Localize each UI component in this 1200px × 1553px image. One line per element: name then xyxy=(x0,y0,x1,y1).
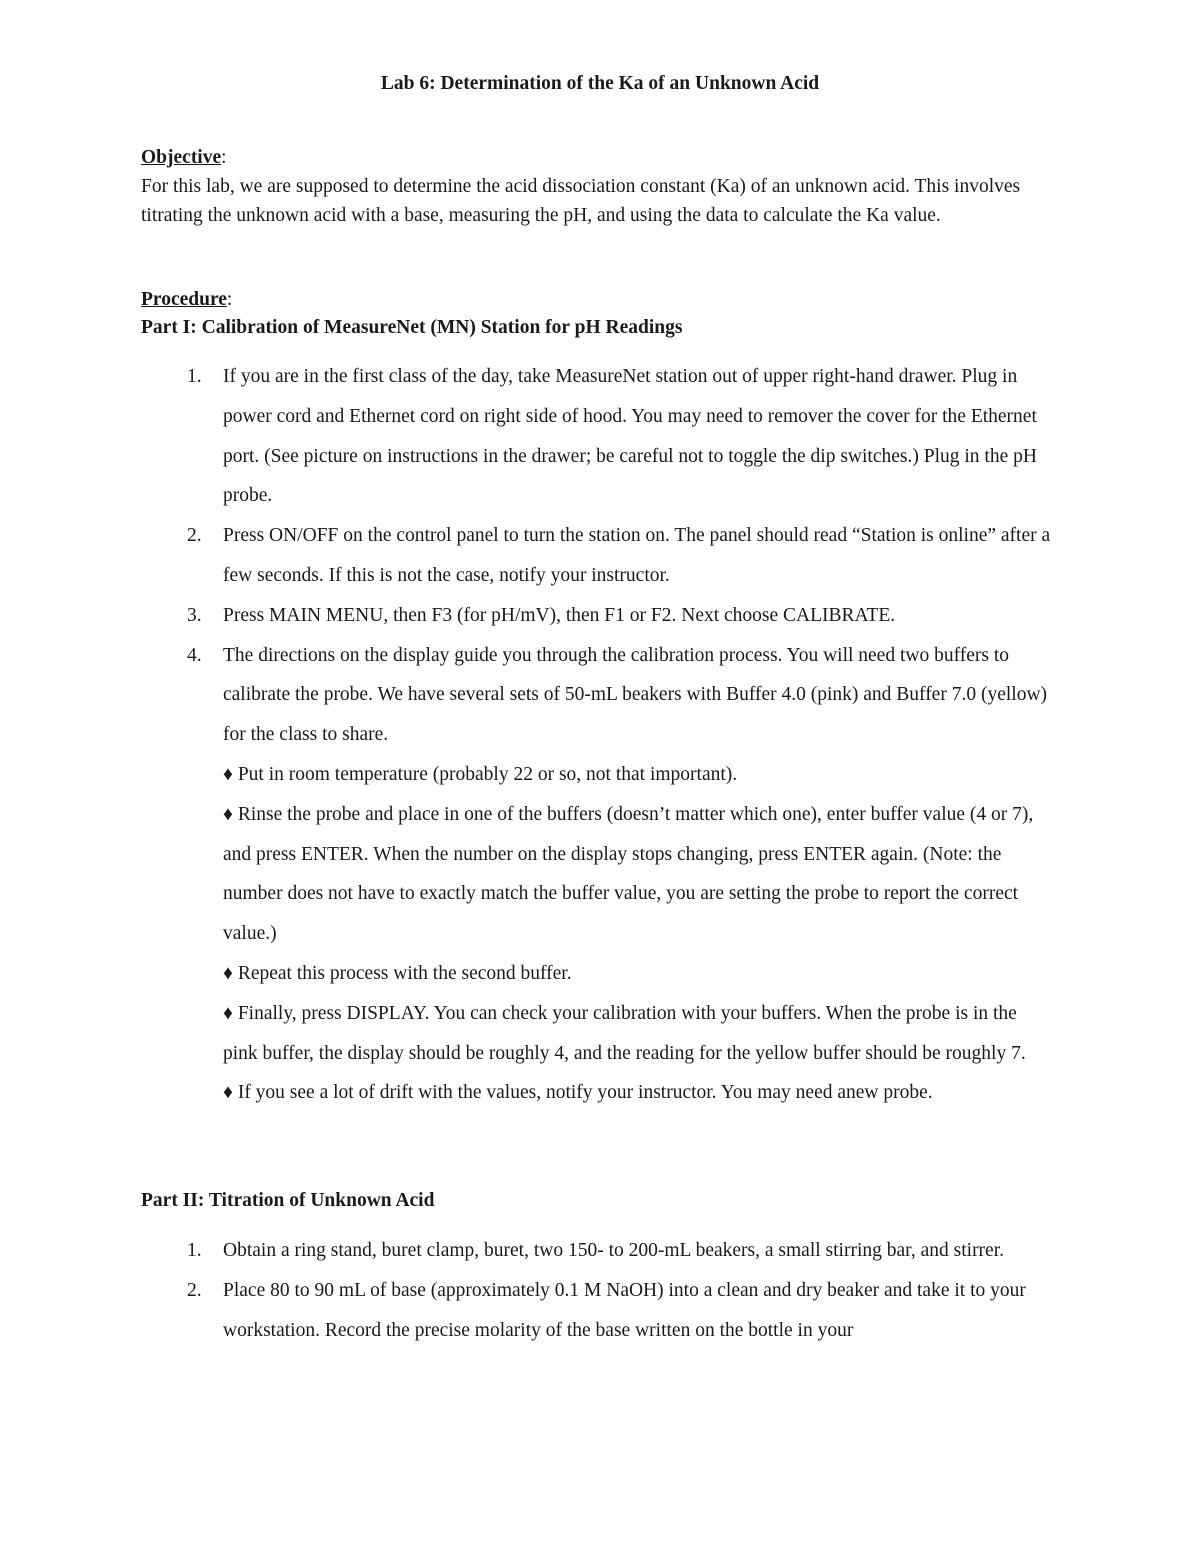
bullet-item: ♦ If you see a lot of drift with the values, notify your instructor. You may need anew probe. xyxy=(223,1082,933,1104)
procedure-heading-line xyxy=(141,285,1056,314)
bullet-item: ♦ Repeat this process with the second buffer. xyxy=(223,962,572,984)
procedure-colon: : xyxy=(226,289,233,310)
list-item xyxy=(141,357,1056,516)
procedure-heading: Procedure xyxy=(141,289,227,310)
list-item xyxy=(141,1271,1056,1351)
objective-section xyxy=(141,143,1056,230)
objective-text: For this lab, we are supposed to determine the acid dissociation constant (Ka) of an unknown acid. This involves titrating the unknown acid with a base, measuring the pH, and using the data to calculate the Ka value. xyxy=(141,176,1021,226)
procedure-section xyxy=(141,285,1056,342)
step-number: 2. xyxy=(187,525,202,547)
list-item xyxy=(141,596,1056,636)
part2-section xyxy=(141,1187,1056,1215)
document-title: Lab 6: Determination of the Ka of an Unknown Acid xyxy=(380,73,820,94)
list-item xyxy=(141,516,1056,596)
part2-steps xyxy=(141,1231,1056,1350)
step-text: Obtain a ring stand, buret clamp, buret, two 150- to 200-mL beakers, a small stirring bar, and stirrer. xyxy=(223,1240,1004,1261)
list-item xyxy=(141,636,1056,1114)
part1-steps xyxy=(141,357,1056,1113)
part1-heading: Part I: Calibration of MeasureNet (MN) Station for pH Readings xyxy=(141,317,683,338)
bullet-item: ♦ Put in room temperature (probably 22 or so, not that important). xyxy=(223,763,738,785)
step-text: The directions on the display guide you through the calibration process. You will need two buffers to calibrate the probe. We have several sets of 50-mL beakers with Buffer 4.0 (pink) and Buffer 7.0 (yellow) for the class to share. xyxy=(223,644,1048,746)
objective-heading: Objective xyxy=(141,147,222,168)
step-text: If you are in the first class of the day, take MeasureNet station out of upper right-hand drawer. Plug in power cord and Ethernet cord on right side of hood. You may need to remover the cover for the Ethernet port. (See picture on instructions in the drawer; be careful not to toggle the dip switches.) Plug in the pH probe. xyxy=(223,366,1037,507)
objective-heading-line xyxy=(141,143,1056,172)
step-number: 2. xyxy=(187,1279,202,1301)
bullet-item: ♦ Rinse the probe and place in one of the buffers (doesn’t matter which one), enter buffer value (4 or 7), and press ENTER. When the number on the display stops changing, press ENTER again. (Note: the number does not have to exactly match the buffer value, you are setting the probe to report the correct value.) xyxy=(223,803,1034,945)
step-number: 4. xyxy=(187,644,202,666)
step-number: 1. xyxy=(187,1240,202,1261)
bullet-item: ♦ Finally, press DISPLAY. You can check your calibration with your buffers. When the probe is in the pink buffer, the display should be roughly 4, and the reading for the yellow buffer should be roughly 7. xyxy=(223,1002,1026,1064)
step-number: 3. xyxy=(187,604,202,626)
step-text: Press MAIN MENU, then F3 (for pH/mV), then F1 or F2. Next choose CALIBRATE. xyxy=(223,604,896,626)
step-text: Press ON/OFF on the control panel to turn the station on. The panel should read “Station is online” after a few seconds. If this is not the case, notify your instructor. xyxy=(223,525,1051,586)
objective-colon: : xyxy=(221,147,227,168)
step-text: Place 80 to 90 mL of base (approximately 0.1 M NaOH) into a clean and dry beaker and take it to your workstation. Record the precise molarity of the base written on the bottle in your xyxy=(223,1279,1026,1341)
step-number: 1. xyxy=(187,366,202,387)
list-item xyxy=(141,1231,1056,1271)
part2-heading: Part II: Titration of Unknown Acid xyxy=(141,1190,435,1211)
